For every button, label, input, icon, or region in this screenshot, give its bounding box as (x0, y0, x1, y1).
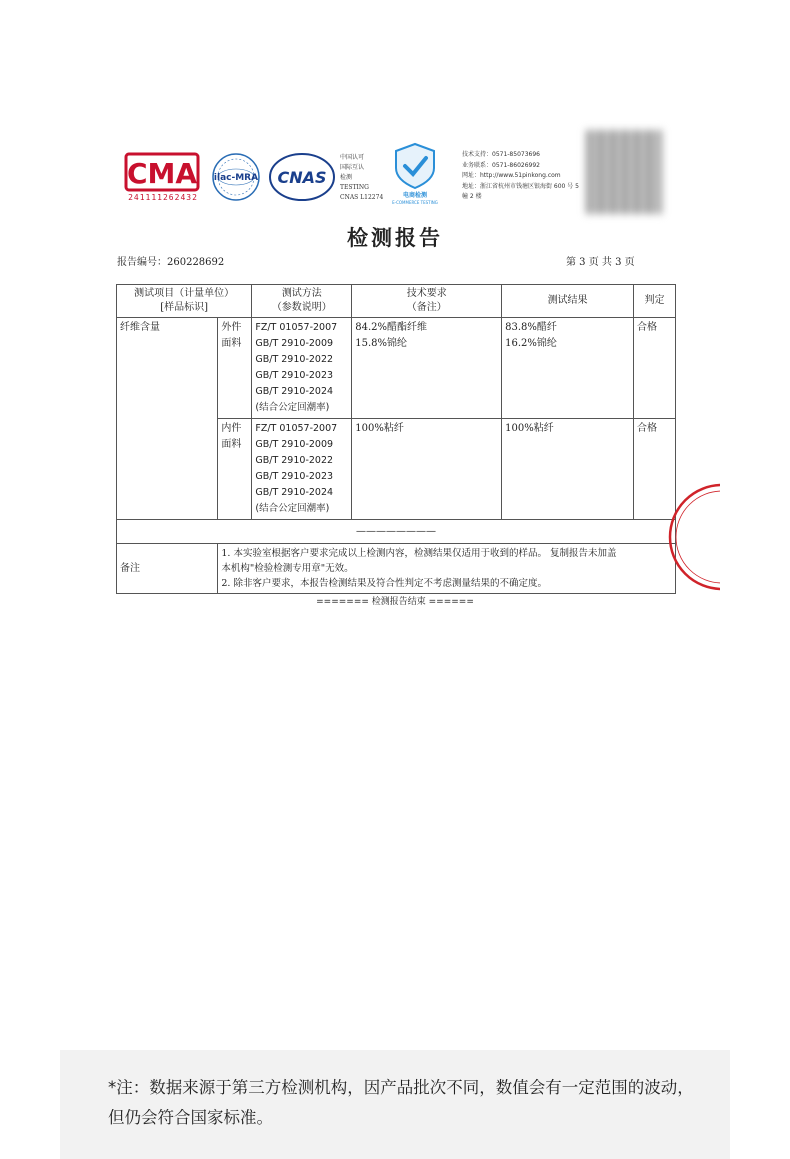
official-stamp (660, 482, 720, 592)
accreditation-text: 中国认可 国际互认 检测 TESTING CNAS L12274 (340, 154, 384, 201)
part-label: 外件 面料 (218, 318, 252, 419)
divider-line: ———————— (117, 520, 676, 544)
verdict-cell: 合格 (634, 419, 676, 520)
ilac-text: ilac-MRA (213, 173, 259, 183)
header-method: 测试方法 （参数说明） (252, 285, 352, 318)
header-item: 测试项目（计量单位） [样品标识] (117, 285, 252, 318)
verdict-cell: 合格 (634, 318, 676, 419)
report-title: 检测报告 (347, 225, 443, 250)
qr-code-blurred (586, 130, 662, 214)
table-row (117, 318, 676, 419)
cma-logo-text: CMA (126, 157, 198, 190)
ec-en-text: E-COMMERCE TESTING (392, 200, 438, 205)
remarks-row (117, 544, 676, 594)
cnas-logo (268, 152, 336, 202)
requirement-cell: 84.2%醋酯纤维 15.8%锦纶 (352, 318, 502, 419)
test-results-table (116, 284, 676, 594)
footnote-text: *注：数据来源于第三方检测机构，因产品批次不同，数值会有一定范围的波动，但仍会符合国家标准。 (108, 1078, 694, 1127)
header-verdict: 判定 (634, 285, 676, 318)
cnas-text: CNAS (277, 168, 327, 187)
cma-number: 241111262432 (128, 193, 198, 202)
method-list: FZ/T 01057-2007 GB/T 2910-2009 GB/T 2910-2022 GB/T 2910-2023 GB/T 2910-2024 (结合公定回潮率) (252, 419, 352, 520)
method-list: FZ/T 01057-2007 GB/T 2910-2009 GB/T 2910-2022 GB/T 2910-2023 GB/T 2910-2024 (结合公定回潮率) (252, 318, 352, 419)
divider-row (117, 520, 676, 544)
ecommerce-testing-logo (390, 140, 440, 206)
table-header-row (117, 285, 676, 318)
header-requirement: 技术要求 （备注） (352, 285, 502, 318)
ilac-mra-logo (211, 152, 261, 202)
report-number: 报告编号：260228692 (117, 257, 225, 268)
header-result: 测试结果 (502, 285, 634, 318)
ec-cn-text: 电商检测 (402, 192, 428, 199)
remarks-text: 1. 本实验室根据客户要求完成以上检测内容，检测结果仅适用于收到的样品。 复制报告未加盖 本机构"检验检测专用章"无效。 2. 除非客户要求，本报告检测结果及符合性判定不考虑测量结果的不确定度。 (218, 544, 676, 594)
remarks-label: 备注 (117, 544, 218, 594)
report-end-line: ======= 检测报告结束 ====== (316, 597, 474, 607)
contact-info: 技术支持：0571-85073696 业务联系：0571-86026992 网址：http://www.51pinkong.com 地址：浙江省杭州市钱塘区银海街 600 号 5 幢 2 楼 (462, 151, 579, 200)
part-label: 内件 面料 (218, 419, 252, 520)
result-cell: 83.8%醋纤 16.2%锦纶 (502, 318, 634, 419)
page-info: 第 3 页 共 3 页 (566, 257, 635, 268)
result-cell: 100%粘纤 (502, 419, 634, 520)
item-name: 纤维含量 (117, 318, 218, 520)
requirement-cell: 100%粘纤 (352, 419, 502, 520)
